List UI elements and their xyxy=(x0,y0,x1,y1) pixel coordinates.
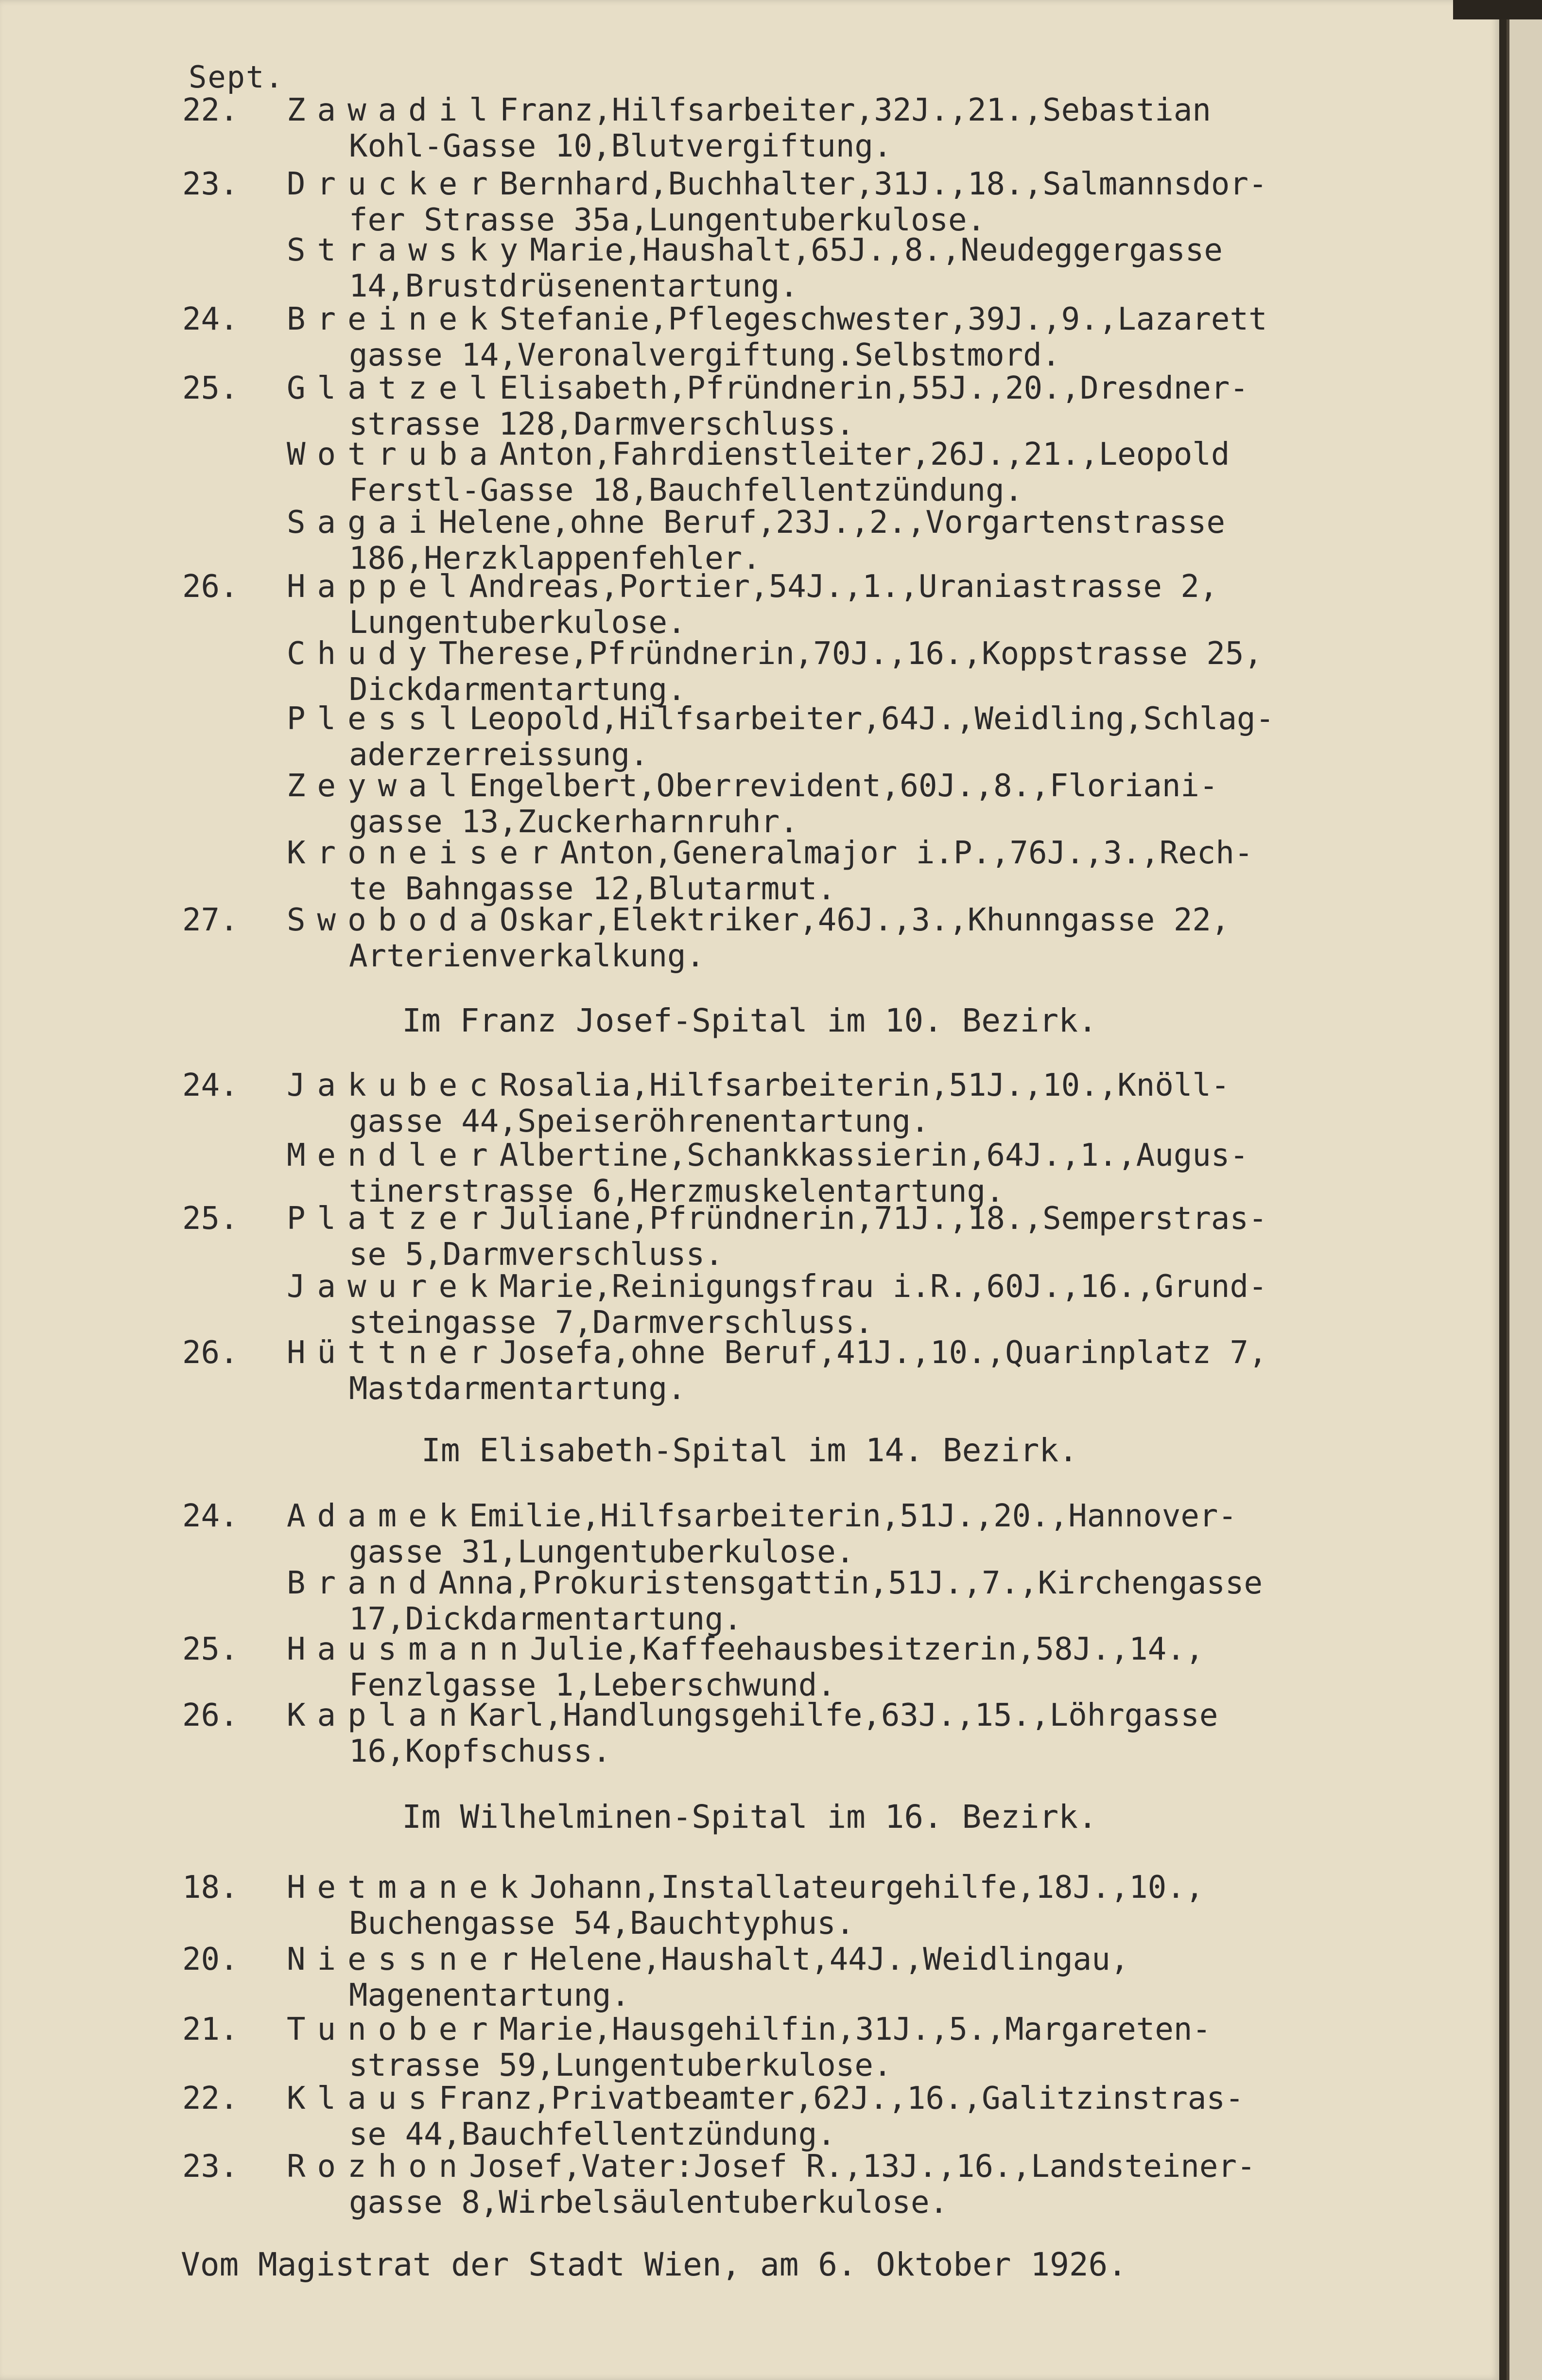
entry-surname: Sagai xyxy=(287,505,439,541)
entry-line-1 xyxy=(287,370,1248,406)
entry-surname: Hetmanek xyxy=(287,1870,530,1906)
entry-details: Bernhard,Buchhalter,31J.,18.,Salmannsdor- xyxy=(499,166,1267,202)
entry-line-2: aderzerreissung. xyxy=(349,737,649,773)
entry-line-1 xyxy=(287,569,1218,605)
entry-line-1 xyxy=(287,92,1211,128)
entry-line-2: Buchengasse 54,Bauchtyphus. xyxy=(349,1906,855,1942)
entry-line-2: 186,Herzklappenfehler. xyxy=(349,541,761,577)
entry-day: 27. xyxy=(182,902,239,938)
entry-surname: Zeywal xyxy=(287,768,469,804)
entry-line-1 xyxy=(287,1138,1248,1173)
entry-surname: Mendler xyxy=(287,1138,500,1173)
entry-day: 22. xyxy=(182,2081,239,2117)
entry-day: 22. xyxy=(182,92,239,128)
entry-line-2: Fenzlgasse 1,Leberschwund. xyxy=(349,1667,836,1703)
entry-line-1 xyxy=(287,437,1230,472)
entry-line-2: fer Strasse 35a,Lungentuberkulose. xyxy=(349,202,986,238)
entry-line-1 xyxy=(287,1698,1218,1733)
entry-line-1 xyxy=(287,1631,1204,1667)
entry-surname: Platzer xyxy=(287,1201,500,1237)
entry-surname: Brand xyxy=(287,1565,439,1601)
entry-line-1 xyxy=(287,505,1225,541)
entry-surname: Kroneiser xyxy=(287,835,560,871)
footer-signature-line: Vom Magistrat der Stadt Wien, am 6. Oktober 1926. xyxy=(181,2246,1127,2283)
section-heading: Im Wilhelminen-Spital im 16. Bezirk. xyxy=(402,1798,1097,1836)
entry-line-2: se 5,Darmverschluss. xyxy=(349,1237,724,1273)
entry-details: Marie,Haushalt,65J.,8.,Neudeggergasse xyxy=(530,232,1223,268)
entry-details: Anton,Generalmajor i.P.,76J.,3.,Rech- xyxy=(560,835,1253,871)
entry-surname: Klaus xyxy=(287,2081,439,2117)
entry-line-2: 16,Kopfschuss. xyxy=(349,1733,611,1769)
adjacent-page-edge xyxy=(1507,0,1542,2380)
entry-surname: Strawsky xyxy=(287,232,530,268)
entry-line-1 xyxy=(287,902,1230,938)
entry-line-2: Mastdarmentartung. xyxy=(349,1371,686,1407)
entry-surname: Adamek xyxy=(287,1498,469,1534)
entry-line-2: Arterienverkalkung. xyxy=(349,938,705,974)
entry-line-1 xyxy=(287,2012,1211,2048)
entry-details: Josef,Vater:Josef R.,13J.,16.,Landsteiner- xyxy=(469,2149,1256,2185)
entry-line-1 xyxy=(287,1870,1204,1906)
entry-day: 23. xyxy=(182,166,239,202)
entry-details: Helene,Haushalt,44J.,Weidlingau, xyxy=(530,1942,1129,1978)
entry-surname: Hüttner xyxy=(287,1335,500,1371)
entry-line-2: Magenentartung. xyxy=(349,1978,630,2013)
entry-line-1 xyxy=(287,2149,1256,2185)
section-heading: Im Franz Josef-Spital im 10. Bezirk. xyxy=(402,1002,1097,1039)
entry-line-2: gasse 14,Veronalvergiftung.Selbstmord. xyxy=(349,337,1061,373)
entry-surname: Plessl xyxy=(287,701,469,737)
entry-details: Johann,Installateurgehilfe,18J.,10., xyxy=(530,1870,1204,1906)
entry-line-1 xyxy=(287,701,1274,737)
entry-day: 24. xyxy=(182,1498,239,1534)
entry-surname: Jawurek xyxy=(287,1269,500,1305)
entry-surname: Tunober xyxy=(287,2012,500,2048)
entry-line-1 xyxy=(287,301,1267,337)
entry-line-2: te Bahngasse 12,Blutarmut. xyxy=(349,871,836,907)
entry-day: 26. xyxy=(182,1698,239,1733)
entry-surname: Glatzel xyxy=(287,370,500,406)
entry-day: 26. xyxy=(182,569,239,605)
entry-details: Julie,Kaffeehausbesitzerin,58J.,14., xyxy=(530,1631,1204,1667)
entry-line-1 xyxy=(287,1068,1230,1103)
entry-details: Josefa,ohne Beruf,41J.,10.,Quarinplatz 7, xyxy=(499,1335,1267,1371)
entry-line-2: Kohl-Gasse 10,Blutvergiftung. xyxy=(349,128,892,164)
entry-details: Franz,Hilfsarbeiter,32J.,21.,Sebastian xyxy=(499,92,1211,128)
entry-day: 24. xyxy=(182,301,239,337)
entry-details: Juliane,Pfründnerin,71J.,18.,Semperstras- xyxy=(499,1201,1267,1237)
entry-line-2: gasse 31,Lungentuberkulose. xyxy=(349,1534,855,1570)
entry-line-2: Dickdarmentartung. xyxy=(349,672,686,708)
entry-details: Engelbert,Oberrevident,60J.,8.,Floriani- xyxy=(469,768,1218,804)
entry-line-1 xyxy=(287,1201,1267,1237)
entry-details: Emilie,Hilfsarbeiterin,51J.,20.,Hannover- xyxy=(469,1498,1237,1534)
entry-line-2: strasse 128,Darmverschluss. xyxy=(349,406,855,442)
entry-line-1 xyxy=(287,636,1263,672)
entry-day: 23. xyxy=(182,2149,239,2185)
entry-details: Karl,Handlungsgehilfe,63J.,15.,Löhrgasse xyxy=(469,1698,1218,1733)
entry-surname: Jakubec xyxy=(287,1068,500,1103)
month-label: Sept. xyxy=(189,59,284,95)
entry-day: 25. xyxy=(182,1201,239,1237)
entry-surname: Hausmann xyxy=(287,1631,530,1667)
entry-day: 24. xyxy=(182,1068,239,1103)
entry-details: Leopold,Hilfsarbeiter,64J.,Weidling,Schlag- xyxy=(469,701,1275,737)
entry-line-1 xyxy=(287,1942,1129,1978)
entry-line-2: gasse 44,Speiseröhrenentartung. xyxy=(349,1103,930,1139)
entry-surname: Chudy xyxy=(287,636,439,672)
entry-line-1 xyxy=(287,1335,1267,1371)
entry-line-2: se 44,Bauchfellentzündung. xyxy=(349,2117,836,2152)
entry-details: Andreas,Portier,54J.,1.,Uraniastrasse 2, xyxy=(469,569,1218,605)
entry-line-1 xyxy=(287,232,1223,268)
entry-details: Rosalia,Hilfsarbeiterin,51J.,10.,Knöll- xyxy=(499,1068,1230,1103)
entry-surname: Kaplan xyxy=(287,1698,469,1733)
entry-surname: Wotruba xyxy=(287,437,500,472)
entry-day: 25. xyxy=(182,370,239,406)
entry-surname: Drucker xyxy=(287,166,500,202)
entry-day: 20. xyxy=(182,1942,239,1978)
entry-surname: Niessner xyxy=(287,1942,530,1978)
entry-details: Oskar,Elektriker,46J.,3.,Khunngasse 22, xyxy=(499,902,1230,938)
entry-surname: Happel xyxy=(287,569,469,605)
entry-details: Anna,Prokuristensgattin,51J.,7.,Kirchengasse xyxy=(438,1565,1263,1601)
entry-line-1 xyxy=(287,2081,1244,2117)
entry-details: Therese,Pfründnerin,70J.,16.,Koppstrasse 25, xyxy=(438,636,1263,672)
entry-day: 18. xyxy=(182,1870,239,1906)
entry-day: 21. xyxy=(182,2012,239,2048)
entry-details: Franz,Privatbeamter,62J.,16.,Galitzinstras- xyxy=(438,2081,1244,2117)
entry-details: Elisabeth,Pfründnerin,55J.,20.,Dresdner- xyxy=(499,370,1248,406)
entry-line-2: tinerstrasse 6,Herzmuskelentartung. xyxy=(349,1173,1005,1209)
entry-details: Helene,ohne Beruf,23J.,2.,Vorgartenstrasse xyxy=(438,505,1225,541)
entry-surname: Zawadil xyxy=(287,92,500,128)
entry-line-2: Ferstl-Gasse 18,Bauchfellentzündung. xyxy=(349,472,1023,508)
entry-line-2: gasse 8,Wirbelsäulentuberkulose. xyxy=(349,2185,948,2221)
section-heading: Im Elisabeth-Spital im 14. Bezirk. xyxy=(421,1432,1078,1469)
binding-gutter xyxy=(1499,0,1507,2380)
entry-details: Anton,Fahrdienstleiter,26J.,21.,Leopold xyxy=(499,437,1230,472)
entry-line-2: strasse 59,Lungentuberkulose. xyxy=(349,2048,892,2083)
entry-details: Marie,Reinigungsfrau i.R.,60J.,16.,Grund- xyxy=(499,1269,1267,1305)
entry-line-1 xyxy=(287,835,1253,871)
entry-line-1 xyxy=(287,1565,1263,1601)
entry-line-2: Lungentuberkulose. xyxy=(349,605,686,641)
entry-line-2: steingasse 7,Darmverschluss. xyxy=(349,1305,873,1341)
entry-day: 26. xyxy=(182,1335,239,1371)
entry-line-2: gasse 13,Zuckerharnruhr. xyxy=(349,804,798,840)
entry-line-2: 17,Dickdarmentartung. xyxy=(349,1601,743,1637)
entry-line-1 xyxy=(287,768,1218,804)
entry-line-1 xyxy=(287,1269,1267,1305)
entry-details: Marie,Hausgehilfin,31J.,5.,Margareten- xyxy=(499,2012,1211,2048)
entry-line-2: 14,Brustdrüsenentartung. xyxy=(349,268,798,304)
entry-surname: Swoboda xyxy=(287,902,500,938)
entry-line-1 xyxy=(287,166,1267,202)
entry-surname: Breinek xyxy=(287,301,500,337)
entry-surname: Rozhon xyxy=(287,2149,469,2185)
entry-day: 25. xyxy=(182,1631,239,1667)
entry-details: Albertine,Schankkassierin,64J.,1.,Augus- xyxy=(499,1138,1248,1173)
entry-details: Stefanie,Pflegeschwester,39J.,9.,Lazarett xyxy=(499,301,1267,337)
entry-line-1 xyxy=(287,1498,1237,1534)
